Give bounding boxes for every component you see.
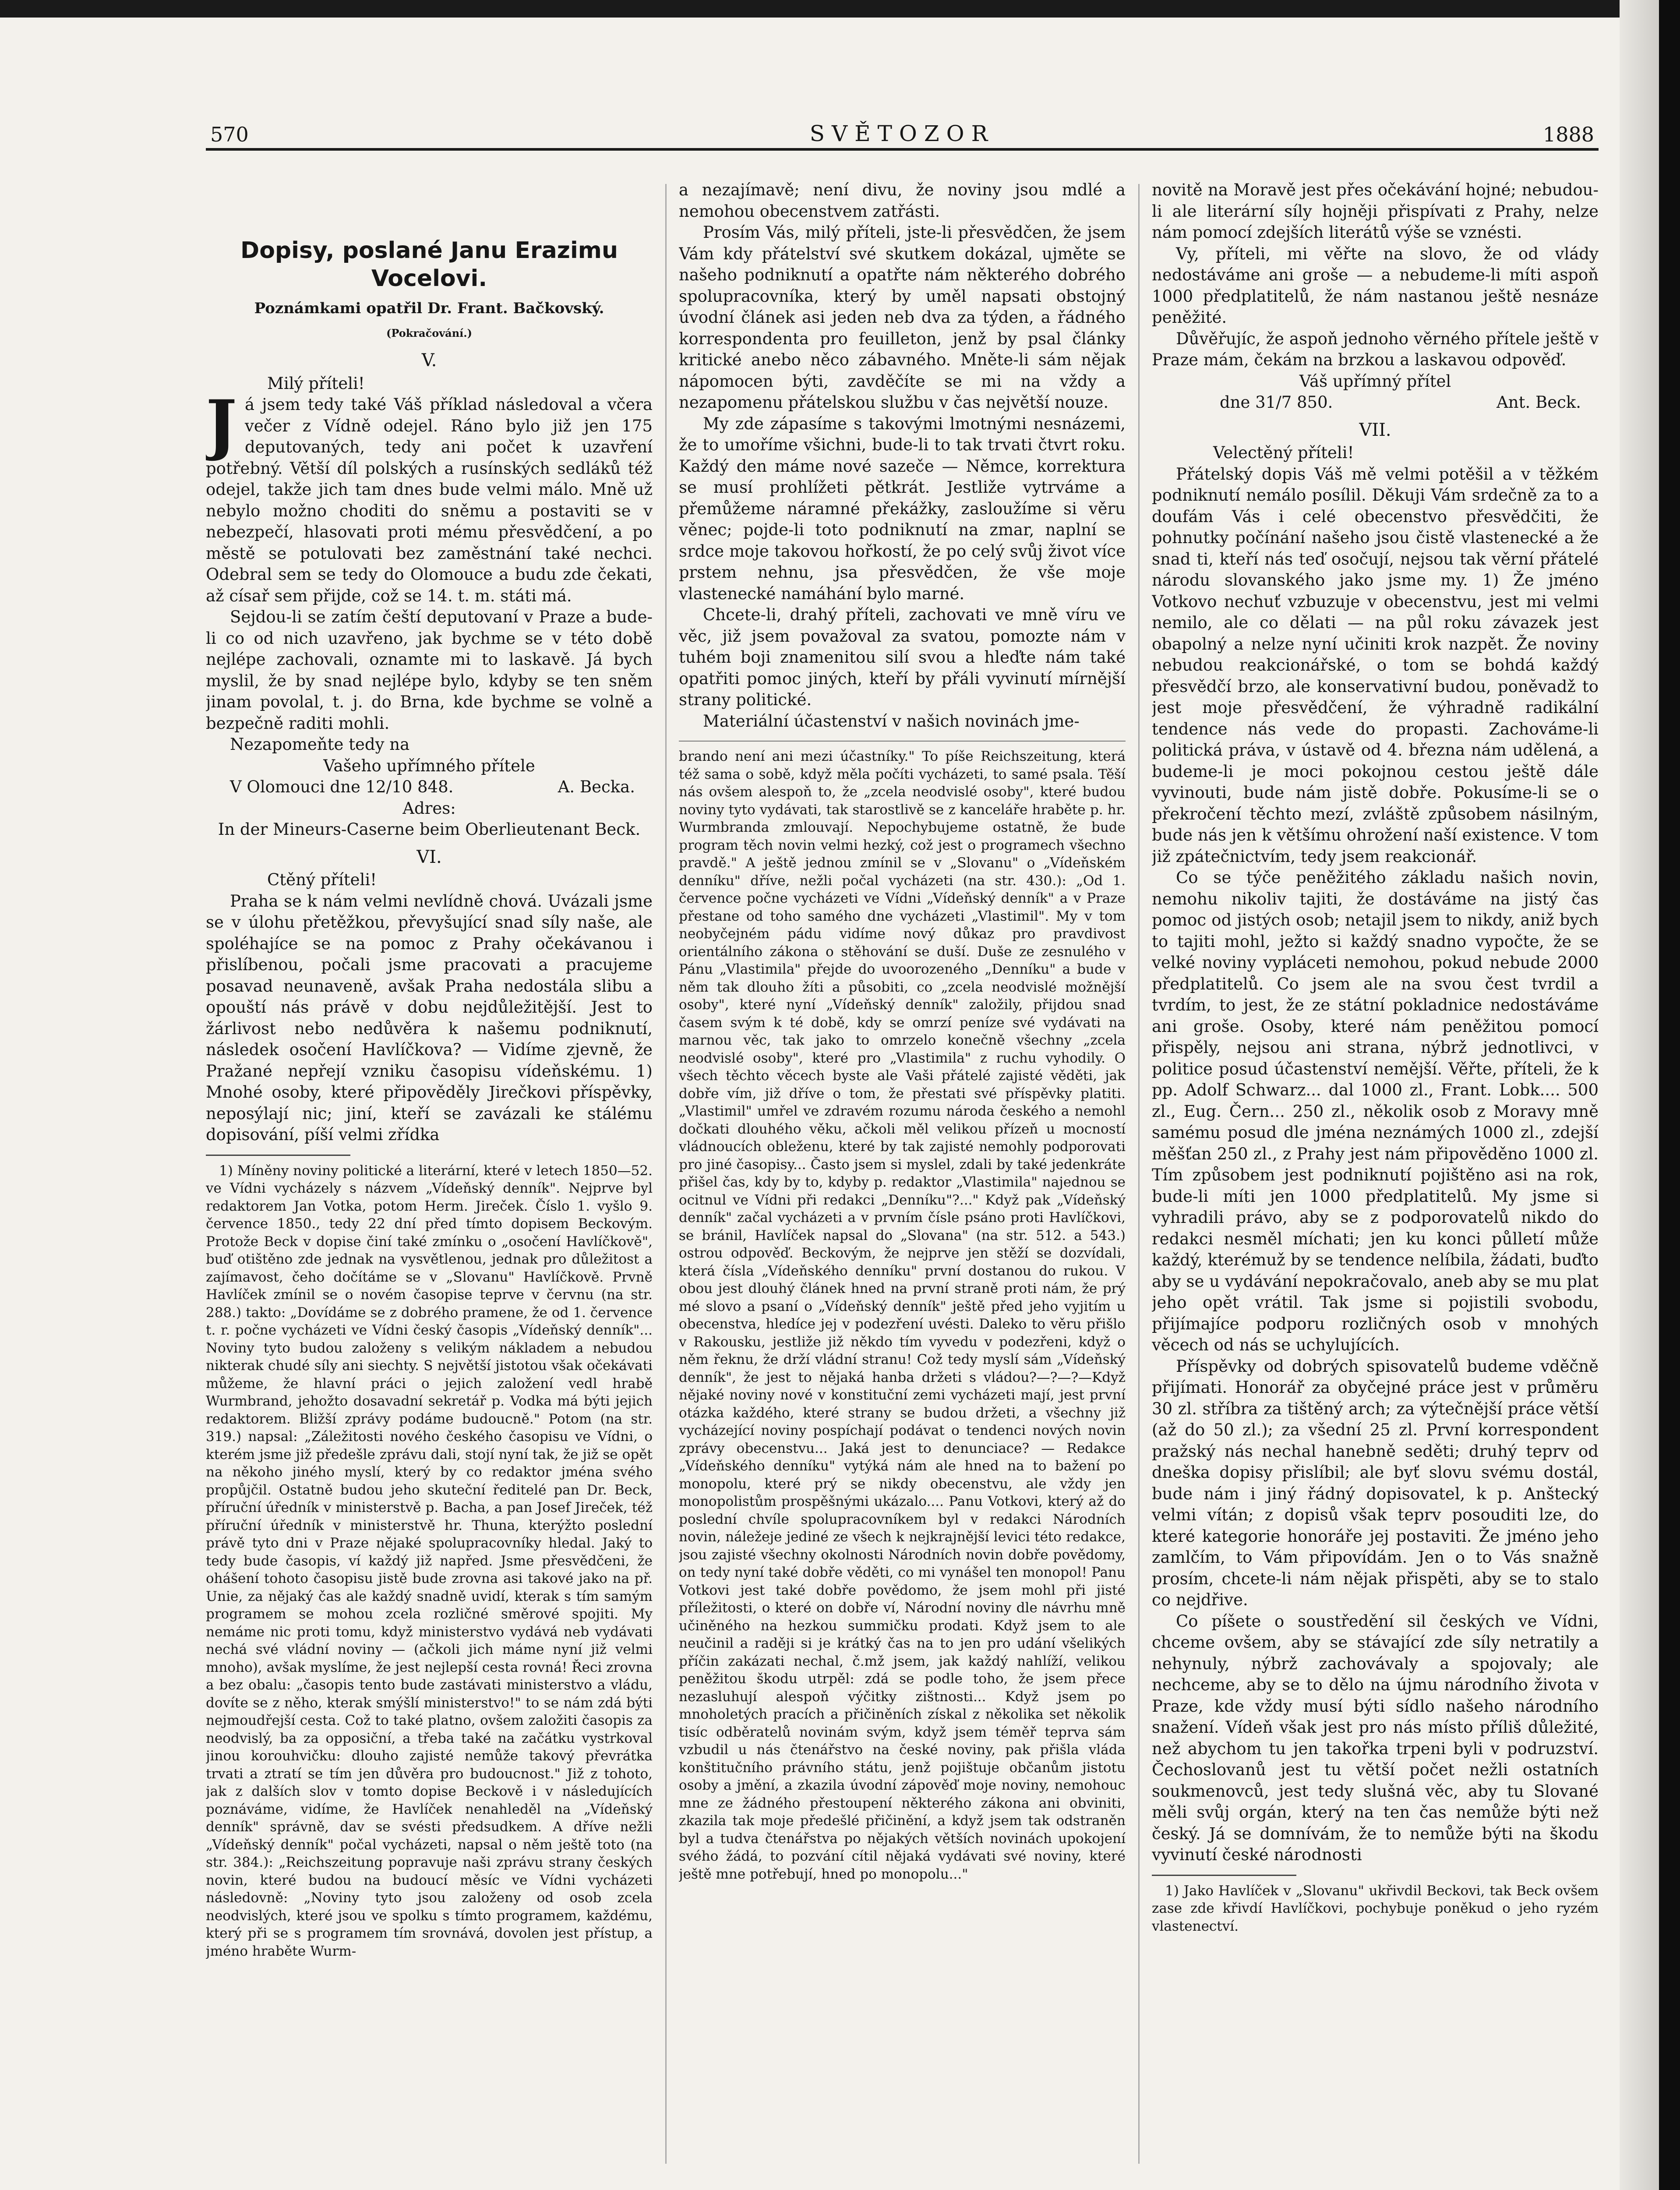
letter-paragraph: Já jsem tedy také Váš příklad následoval a včera večer z Vídně odejel. Ráno bylo již jen 175 deputovaných, tedy ani počet k uzavření potřebný. Větší díl polských a rusínských sedláků též odejel, takže jich tam dnes bude velmi málo. Mně už nebylo možno choditi do sněmu a postaviti se v nebezpečí, hlasovati proti mému přesvědčení, a po městě se potulovati bez zaměstnání také nechci. Odebral sem se tedy do Olomouce a budu zde čekati, až císař sem přijde, což se 14. t. m. státi má.	[206, 386, 653, 605]
footnote-text: brando není ani mezi účastníky." To píše Reichszeitung, která též sama o sobě, když měla počíti vycházeti, to samé psala. Těší nás ovšem alespoň to, že „zcela neodvislé osoby", které budou noviny tyto vydávati, tak starostlivě se z kanceláře hraběte p. hr. Wurmbranda zmlouvají. Nepochybujeme ostatně, že bude program těch novin velmi hezký, což jest o programech všechno pravdě." A ještě jednou zmínil se v „Slovanu" o „Vídeňském denníku" dříve, nežli počal vycházeti (na str. 430.): „Od 1. července počne vycházeti ve Vídni „Vídeňský denník" a v Praze přestane od toho samého dne vycházeti „Vlastimil". My v tom neobyčejném pádu vidíme nový důkaz pro pravdivost orientálního zákona o stěhování se duší. Duše ze zesnulého v Pánu „Vlastimila" přejde do uvoorozeného „Denníku" a bude v něm tak dlouho žíti a působiti, co „zcela neodvislé možnější osoby", které nyní „Vídeňský denník" založily, přijdou snad časem svým k té době, kdy se omrzí peníze své vydávati na marnou věc, tak jako to omrzelo konečně všechny „zcela neodvislé osoby", které pro „Vlastimila" z ruchu vyhodily. O všech těchto věcech byste ale Vaši přátelé zajisté věděti, jak dobře vím, již dříve o tom, že přestati své příspěvky platiti. „Vlastimil" umřel ve zdravém rozumu národa českého a nemohl dočkati dlouhého věku, ačkoli měl velikou přízeň u mocností vládnoucích obleženu, které by tak zajisté nemohly podporovati pro jiné časopisy... Často jsem si myslel, zdali by také jedenkráte přišel čas, kdy by to, kdyby p. redaktor „Vlastimila" najednou se ocitnul ve Vídni při redakci „Denníku"?..." Když pak „Vídeňský denník" začal vycházeti a v prvním čísle psáno proti Havlíčkovi, se bránil, Havlíček napsal do „Slovana" (na str. 512. a 543.) ostrou odpověď. Beckovým, že nejprve jen stěží se dozvídali, která čísla „Vídeňského denníku" první dostanou do rukou. V obou jest dlouhý článek hned na první straně proti nám, že prý mé slovo a psaní o „Vídeňský denník" ještě před jeho vyjitím u obecenstva, hledíce jej v podezření uvésti. Daleko to věru přišlo v Rakousku, jestliže již někdo tím vyvedu v podezřeni, když o něm řeknu, že drží vládní stranu! Což tedy myslí sám „Vídeňský denník", že jest to nějaká hanba držeti s vládou?—?—?—Když nějaké noviny nové v konstituční zemi vycházeti mají, jest první otázka každého, které strany se budou držeti, a všechny již vycházející noviny pospíchají podávat o tendenci nových novin zprávy obecenstvu... Jaká jest to denunciace? — Redakce „Vídeňského denníku" vytýká nám ale hned na to bažení po monopolu, které prý se nikdy obecenstvu, ale vždy jen monopolistům prospěšnými ukázalo.... Panu Votkovi, který až do poslední chvíle spolupracovníkem byl v redakci Národních novin, náležeje jediné ze všech k nejkrajnější levici této redakce, jsou zajisté všechny okolnosti Národních novin dobře povědomy, on tedy nyní také dobře věděti, co mi vynášel ten monopol! Panu Votkovi jest také dobře povědomo, že jsem mohl při jisté příležitosti, o které on dobře ví, Národní noviny dle návrhu mně učiněného na hezkou summičku prodati. Když jsem to ale neučinil a raději si je krátký čas na to jen pro udání všelikých příčin zakázati nechal, č.mž jsem, jak každý nahlíží, velikou peněžitou škodu utrpěl: zdá se podle toho, že jsem přece nezasluhují alespoň výčitky zištnosti... Když jsem po mnoholetých pracích a přičiněních získal z několika set několik tisíc odběratelů novinám svým, když jsem téměř teprva sám vzbudil u nás čtenářstvo na české noviny, pak přišla vláda konštitučního právního státu, jenž pojištuje občanům jistotu osoby a jmění, a zkazila úvodní zápověď moje noviny, nemohouc mne ze žádného přestoupení některého zákona ani obviniti, zkazila tak moje předešlé přičinění, a když jsem tak odstraněn byl a tudva čtenářstva po nějakých větších novinách upokojení svého žádá, to pozvání cítil nějaká vydávati své noviny, které ještě mne potřebují, hned po monopolu..."	[679, 749, 1126, 1882]
footnote-text: 1) Míněny noviny politické a literární, které v letech 1850—52. ve Vídni vycházely s názvem „Vídeňský denník". Nejprve byl redaktorem Jan Votka, potom Herm. Jireček. Číslo 1. vyšlo 9. července 1850., tedy 22 dní před tímto dopisem Beckovým. Protože Beck v dopise činí také zmínku o „osočení Havlíčkově", buď otištěno zde jednak na vysvětlenou, jednak pro důležitost a zajímavost, čeho dočítáme se v „Slovanu" Havlíčkově. Prvně Havlíček zmínil se o novém časopise teprve v červnu (na str. 288.) takto: „Dovídáme se z dobrého pramene, že od 1. července t. r. počne vycházeti ve Vídni český časopis „Vídeňský denník"... Noviny tyto budou založeny s velikým nákladem a nebudou nikterak chudé síly ani siechty. S největší jistotou však očekávati můžeme, že hlavní práci o jejich založení vedl hrabě Wurmbrand, jehožto dosavadní sekretář p. Vodka má býti jejich redaktorem. Bližší zprávy podáme budoucně." Potom (na str. 319.) napsal: „Záležitosti nového českého časopisu ve Vídni, o kterém jsme již předešle zprávu dali, stojí nyní tak, že již se opět na někoho jiného myslí, který by co redaktor jména svého propůjčil. Ostatně budou jeho skuteční ředitelé pan Dr. Beck, příruční úředník v ministerstvě p. Bacha, a pan Josef Jireček, též příruční úředník v ministerstvě hr. Thuna, kterýžto poslední právě tyto dni v Praze nějaké spolupracovníky hledal. Jaký to tedy bude časopis, ví každý již napřed. Jsme přesvědčeni, že ohášení tohoto časopisu jistě bude zrovna asi takové jako na př. Unie, za nějaký čas ale každý snadně uvidí, kterak s tím samým programem se mohou zcela rozličné směrové spojiti. My nemáme nic proti tomu, když ministerstvo vydává neb vydávati nechá své vládní noviny — (ačkoli jich máme nyní již velmi mnoho), avšak myslíme, že jest nejlepší cesta rovná! Řeci zrovna a bez obalu: „časopis tento bude zastávati ministerstvo a vládu, dovíte se z něho, kterak smýšlí ministerstvo!" to se nám zdá býti nejmoudřejší cesta. Což to také platno, ovšem založiti časopis za neodvislý, ba za opposiční, a třeba také na začátku vystrkoval jinou korouhvičku: dlouho zajisté nemůže takový převrátka trvati a ztratí se tím jen důvěra pro budoucnost." Již z tohoto, jak z dalších slov v tomto dopise Beckově i v následujících poznáváme, vidíme, že Havlíček nenahleděl na „Vídeňský denník" správně, dav se svésti předsudkem. A dříve nežli „Vídeňský denník" počal vycházeti, napsal o něm ještě toto (na str. 384.): „Reichszeitung popravuje naši zprávu strany českých novin, které budou na budoucí měsíc ve Vídni vycházeti následovně: „Noviny tyto jsou založeny od osob zcela neodvislých, které jsou ve spolku s tímto programem, každému, který při se s programem tím srovnává, dovolen jest přístup, a jméno hraběte Wurm-	[206, 1162, 653, 1959]
article-subtitle: Poznámkami opatřil Dr. Frant. Bačkovský.	[254, 300, 604, 317]
letter-greeting: Ctěný příteli!	[267, 870, 377, 889]
continuation-note: (Pokračování.)	[386, 326, 472, 339]
letter-paragraph: Co píšete o soustředění sil českých ve Vídni, chceme ovšem, aby se stávající zde síly netratily a nehynuly, nýbrž zachovávaly a spojovaly; ale nechceme, aby se to dělo na újmu národního života v Praze, kde vždy musí býti sídlo našeho národního snažení. Vídeň však jest pro nás místo příliš důležité, než abychom tu jen takořka trpeni byli v podruzství. Čechoslovanů jest tu větší počet nežli ostatních soukmenovců, jest tedy slušná věc, aby tu Slované měli svůj orgán, který na ten čas nemůže býti než český. Já se domnívám, že to nemůže býti na škodu vyvinutí české národnosti	[1152, 1611, 1599, 1864]
letter-paragraph: Důvěřujíc, že aspoň jednoho věrného přítele ještě v Praze mám, čekám na brzkou a laskavou odpověď.	[1152, 329, 1599, 369]
footnote	[206, 1162, 653, 1960]
letter-paragraph: Prosím Vás, milý příteli, jste-li přesvědčen, že jsem Vám kdy přátelství své skutkem dokázal, ujměte se našeho podniknutí a opatřte nám některého dobrého spolupracovníka, který by uměl napsati obstojný úvodní článek asi jeden neb dva za týden, a řádného korrespondenta pro feuilleton, jenž by psal články kritické anebo něco zábavného. Mněte-li sám nějak nápomocen býti, zavděčíte se mi na vždy a nezapomenu přátelskou službu v čas největší nouze.	[679, 223, 1126, 412]
drop-cap: J	[206, 386, 237, 463]
letter-paragraph: Příspěvky od dobrých spisovatelů budeme vděčně přijímati. Honorář za obyčejné práce jest v průměru 30 zl. stříbra za tištěný arch; za výtečnější práce větší (až do 50 zl.); za všední 25 zl. První korrespondent pražský nás nechal hanebně seděti; druhý teprv od dneška dopisy přislíbil; ale byť slovu svému dostál, bude nám i jiný řádný dopisovatel, k p. Anštecký velmi vítán; z dopisů však teprv posouditi lze, do které kategorie honoráře jej postaviti. Že jméno jeho zamlčím, to Vám připovídám. Jen o to Vás snažně prosím, chcete-li nám nějak přispěti, aby se to stalo co nejdřive.	[1152, 1356, 1599, 1609]
running-head	[206, 118, 1599, 149]
column-2	[679, 180, 1126, 2190]
letter-place-date: V Olomouci dne 12/10 848.	[230, 777, 454, 796]
footnote-rule	[679, 741, 1126, 742]
letter-paragraph: Sejdou-li se zatím čeští deputovaní v Praze a bude-li co od nich uzavřeno, jak bychme se v této době nejlépe zachovali, oznamte mi to laskavě. Já bych myslil, že by snad nejlépe bylo, kdyby se ten sněm jinam povolal, t. j. do Brna, kde bychme se volně a bezpečně raditi mohli.	[206, 608, 653, 733]
letter-date: dne 31/7 850.	[1220, 393, 1333, 412]
column-divider	[665, 184, 667, 2164]
scan-edge-top	[0, 0, 1680, 18]
scan-page-curl	[1620, 0, 1659, 2190]
letter-signature: A. Becka.	[558, 777, 635, 796]
letter-signature: Ant. Beck.	[1496, 393, 1581, 412]
letter-paragraph: Nezapomeňte tedy na	[230, 735, 410, 754]
letter-closing: Vašeho upřímného přítele	[323, 756, 535, 775]
letter-closing: Váš upřímný přítel	[1299, 371, 1451, 391]
section-number: V.	[421, 350, 437, 371]
letter-signature-line	[1152, 392, 1599, 413]
letter-paragraph: novitě na Moravě jest přes očekávání hojné; nebudou-li ale literární síly hojněji přispívati z Prahy, nelze nám pomocí zdejších literátů výše se vznésti.	[1152, 180, 1599, 242]
column-1	[206, 180, 653, 2190]
magazine-title: SVĚTOZOR	[809, 121, 995, 146]
magazine-page	[206, 110, 1607, 2190]
footnote	[1152, 1882, 1599, 1936]
letter-paragraph: Vy, příteli, mi věřte na slovo, že od vlády nedostáváme ani groše — a nebudeme-li míti aspoň 1000 předplatitelů, že nám nastanou ještě nesnáze peněžité.	[1152, 244, 1599, 327]
letter-paragraph: Praha se k nám velmi nevlídně chová. Uvázali jsme se v úlohu přetěžkou, převyšující snad síly naše, ale spoléhajíce se na pomoc z Prahy očekávanou i přislíbenou, počali jsme pracovati a pracujeme posavad neunaveně, avšak Praha nedostála slibu a opouští nás právě v dobu nejdůležitější. Jest to žárlivost nebo nedůvěra k našemu podniknutí, následek osočení Havlíčkova? — Vidíme zjevně, že Pražané nepřejí vzniku časopisu vídeňskému. 1) Mnohé osoby, které připověděly Jirečkovi příspěvky, neposýlají nic; jiní, kteří se zavázali ke stálému dopisování, píší velmi zřídka	[206, 891, 653, 1144]
address-label: Adres:	[402, 798, 456, 818]
header-rule	[206, 148, 1599, 151]
letter-paragraph: a nezajímavě; není divu, že noviny jsou mdlé a nemohou obecenstvem zatřásti.	[679, 180, 1126, 221]
address: In der Mineurs-Caserne beim Oberlieutenant Beck.	[218, 820, 641, 839]
letter-signature-line	[206, 777, 653, 798]
article-title: Dopisy, poslané Janu Erazimu Vocelovi.	[240, 237, 618, 292]
section-number: VI.	[416, 847, 442, 867]
footnote-rule	[1152, 1875, 1296, 1876]
letter-paragraph: Přátelský dopis Váš mě velmi potěšil a v těžkém podniknutí nemálo posílil. Děkuji Vám srdečně za to a doufám Vás i celé obecenstvo přesvědčiti, že pohnutky počínání našeho jsou čistě vlastenecké a že snad ti, kteří nás teď osočují, nejsou tak věrní přátelé národu slovanského jako jsme my. 1) Že jméno Votkovo nechuť vzbuzuje v obecenstvu, jest mi velmi nemilo, ale co dělati — na půl roku závazek jest obapolný a nelze nyní učiniti krok nazpět. Že noviny nebudou reakcionářské, o tom se bohdá každý přesvědčí brzo, ale konservativní budou, poněvadž to jest moje přesvědčení, že výhradně radikální tendence nás vede do propasti. Zachováme-li politická práva, v ústavě od 4. března nám udělená, a budeme-li je moci pokojnou cestou ještě dále vyvinouti, bude nám jistě dobře. Pokusíme-li se o překročení těchto mezí, zvláště způsobem násilným, bude nás jen k většímu ohrožení naší existence. V tom již zpátečnictvím, tedy jsem reakcionář.	[1152, 464, 1599, 866]
year: 1888	[1542, 123, 1594, 146]
scan-edge-right	[1659, 0, 1680, 2190]
page-number: 570	[210, 123, 249, 146]
section-number: VII.	[1359, 420, 1391, 440]
letter-paragraph: Chcete-li, drahý příteli, zachovati ve mně víru ve věc, již jsem považoval za svatou, pomozte nám v tuhém boji znamenitou silí svou a hleďte nám také opatřiti pomoc jiných, kteří by přáli vyvinutí mírnější strany politické.	[679, 605, 1126, 709]
letter-paragraph: Co se týče peněžitého základu našich novin, nemohu nikoliv tajiti, že dostáváme na jistý čas pomoc od jistých osob; netajil jsem to nikdy, aniž bych to tajiti mohl, ježto si každý snadno vypočte, že se velké noviny vypláceti nemohou, pokud nebude 2000 předplatitelů. Co jsem ale na svou čest tvrdil a tvrdím, to jest, že ze státní pokladnice nedostáváme ani groše. Osoby, které nám peněžitou pomocí přispěly, nejsou ani strana, nýbrž jednotlivci, v politice posud účastenství nemější. Věřte, příteli, že k pp. Adolf Schwarz... dal 1000 zl., Frant. Lobk.... 500 zl., Eug. Čern... 250 zl., několik osob z Moravy mně samému posud dle jména neznámých 1000 zl., zdejší měšťan 250 zl., z Prahy jest nám připověděno 1000 zl. Tím způsobem jest podniknutí pojištěno asi na rok, bude-li míti jen 1000 předplatitelů. My jsme si vyhradili právo, aby se z podporovatelů nikdo do redakci nesměl míchati; jen ku konci půlletí může každý, kterémuž by se tendence nelíbila, žádati, buďto aby se u vydávání nepokračovalo, aneb aby se mu plat jeho opět vrátil. Tak jsme si pojistili svobodu, přijímajíce podporu rozličných osob v mnohých věcech od nás se uchylujících.	[1152, 868, 1599, 1354]
letter-paragraph: Materiální účastenství v našich novinách jme-	[703, 711, 1080, 731]
letter-greeting: Velectěný příteli!	[1213, 443, 1354, 462]
footnote-text: 1) Jako Havlíček v „Slovanu" ukřivdil Beckovi, tak Beck ovšem zase zde křivdí Havlíčkovi, pochybuje poněkud o jeho ryzém vlastenectví.	[1152, 1883, 1599, 1934]
letter-greeting: Milý příteli!	[267, 374, 365, 393]
letter-paragraph: My zde zápasíme s takovými lmotnými nesnázemi, že to umoříme všichni, bude-li to tak trvati čtvrt roku. Každý den máme nové sazeče — Němce, korrektura se musí prohlížeti pětkrát. Jestliže vytrváme a přemůžeme náramné překážky, zasloužíme si věru věnec; pojde-li toto podniknutí na zmar, naplní se srdce moje takovou hořkostí, že po celý svůj život více prstem nehnu, jsa přesvědčen, že vše moje vlastenecké namáhání bylo marné.	[679, 414, 1126, 603]
column-3	[1152, 180, 1599, 2190]
column-divider	[1138, 184, 1140, 2164]
footnote	[679, 748, 1126, 1883]
footnote-rule	[206, 1155, 350, 1156]
